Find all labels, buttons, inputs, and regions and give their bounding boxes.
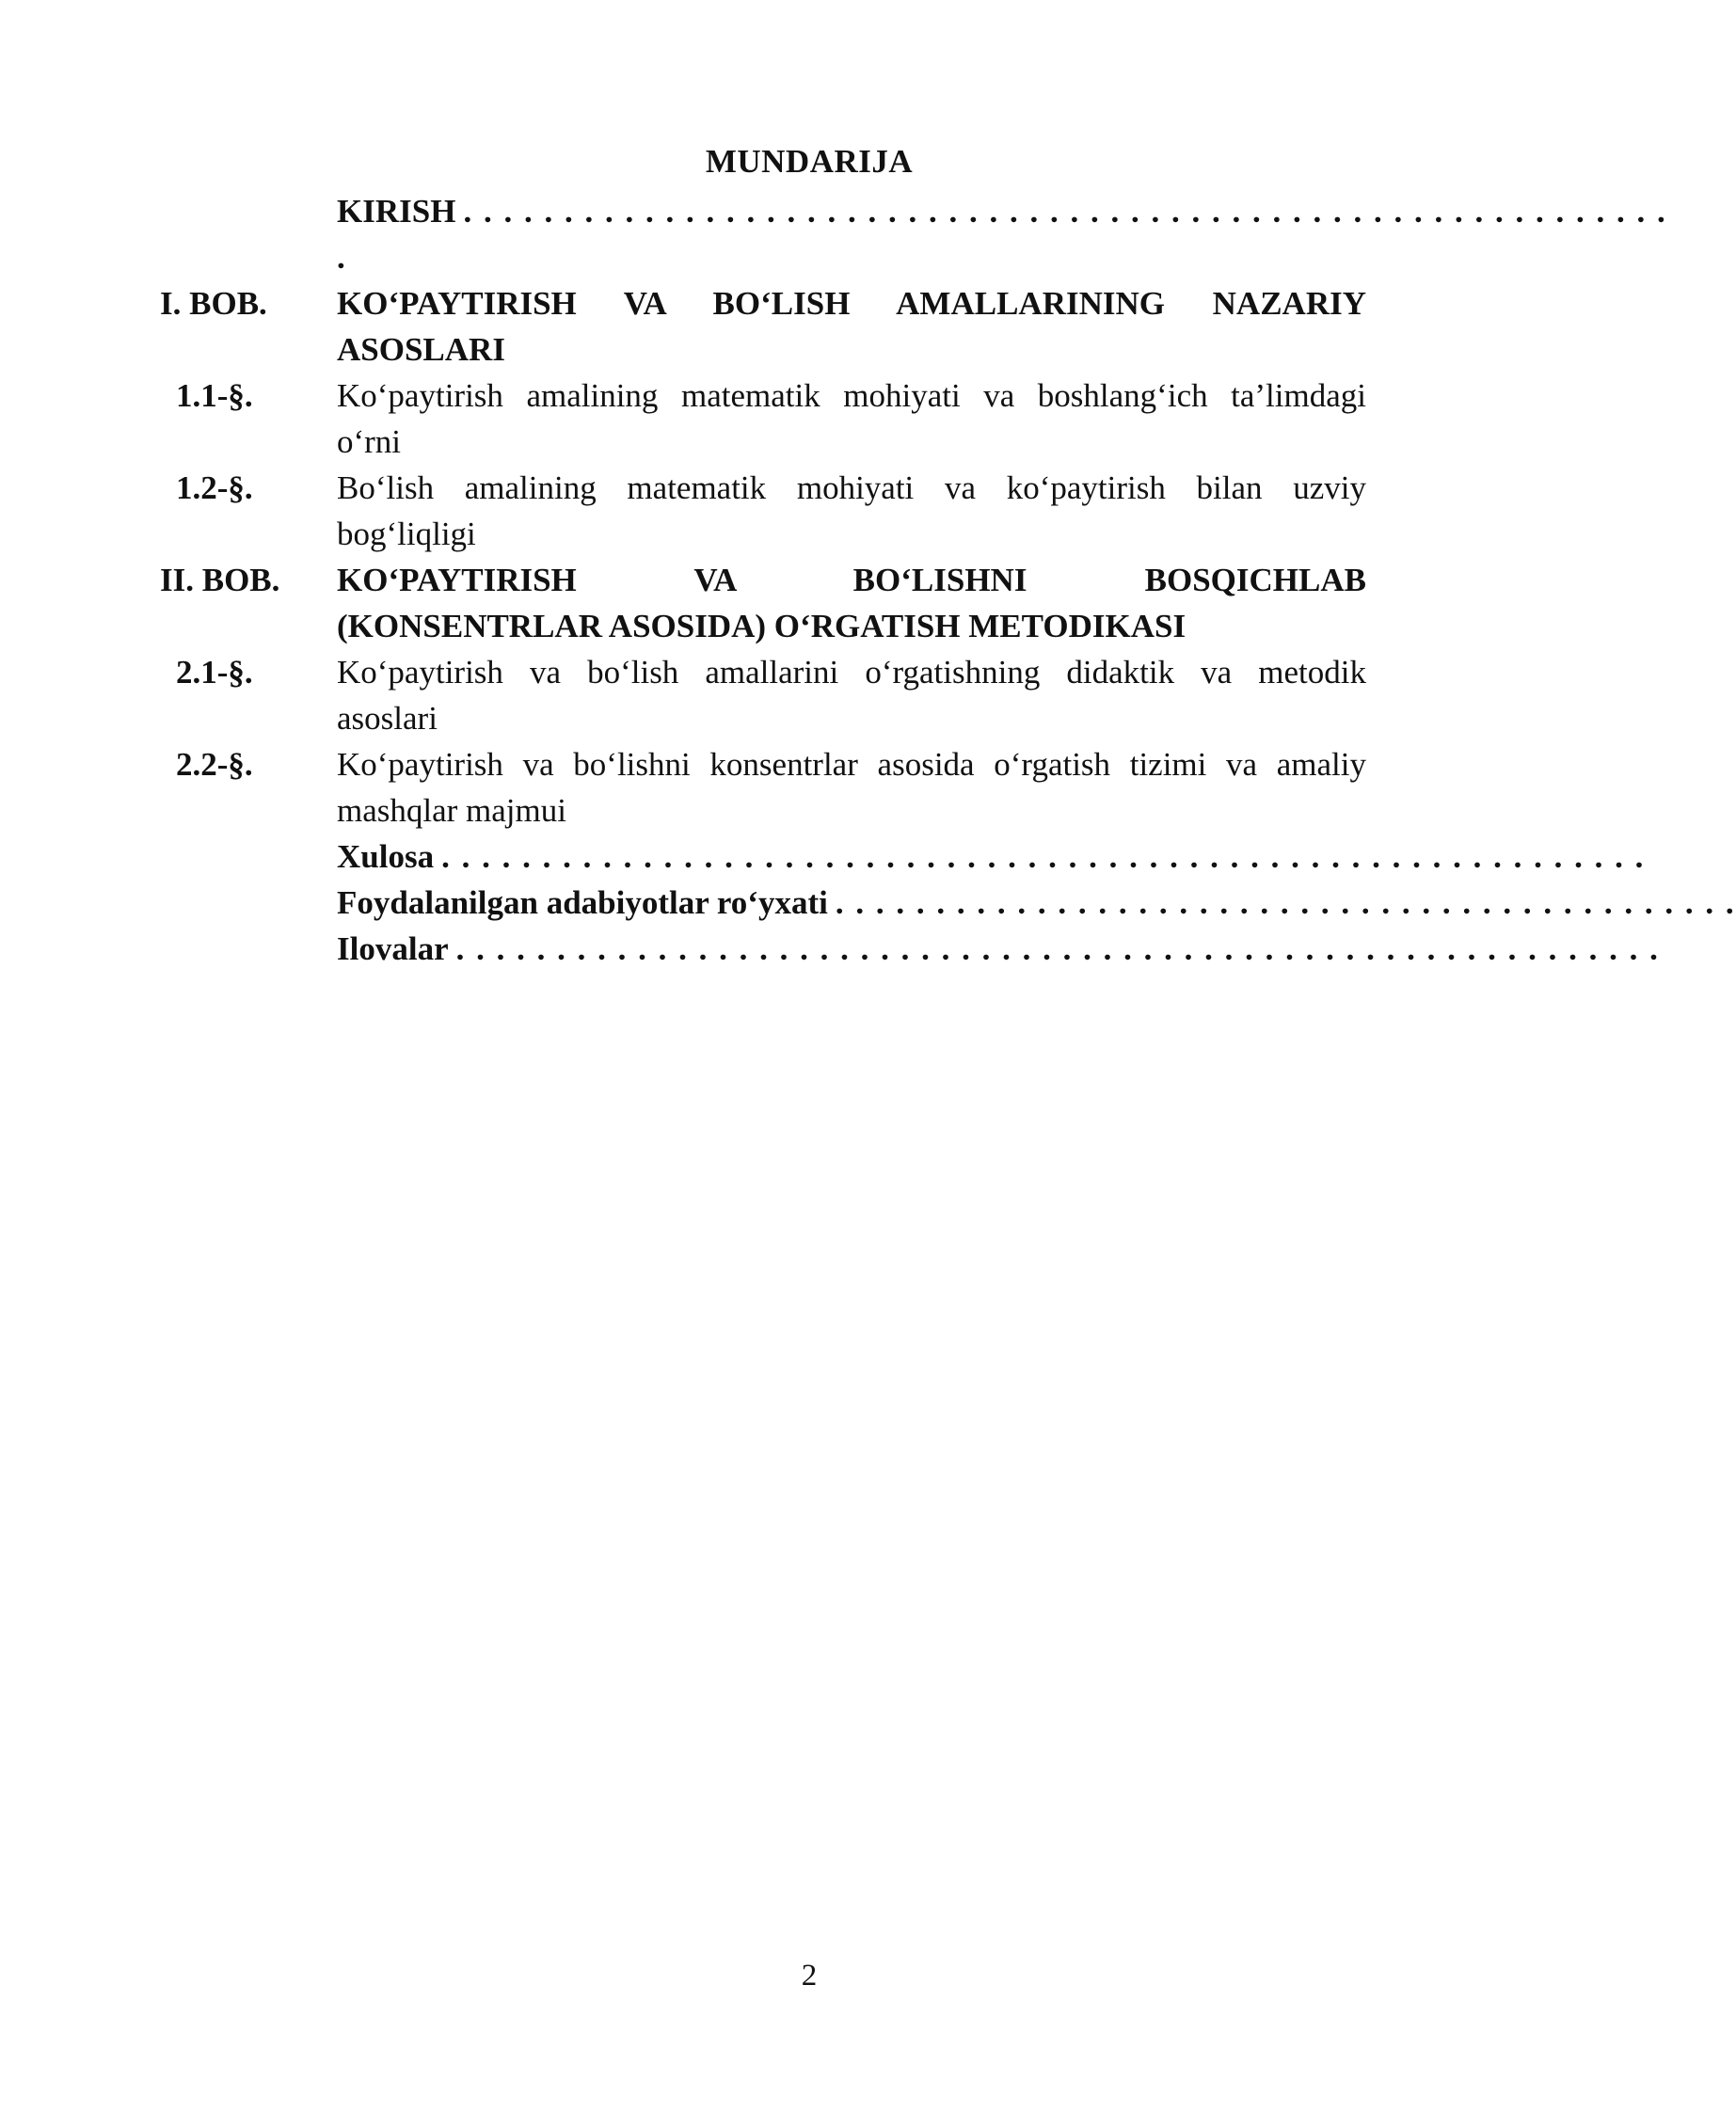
toc-entry-conclusion	[160, 834, 1646, 880]
toc-entry-appendix	[160, 926, 1660, 972]
toc-references-line	[337, 880, 1736, 926]
toc-conclusion-label: Xulosa	[337, 838, 435, 875]
toc-chapter-1-line-2: ASOSLARI	[337, 331, 505, 368]
toc-section-1-2-number: 1.2-§.	[176, 469, 253, 506]
toc-section-1-1-line-2: o‘rni	[337, 423, 402, 460]
toc-section-2-1-title	[337, 649, 1366, 741]
toc-appendix-dots: . . . . . . . . . . . . . . . . . . . . . . . . . . . . . . . . . . . . . . . . . . . . . . . . . . . . . . . . . . . .	[455, 930, 1660, 967]
toc-references-text	[337, 880, 1736, 926]
toc-chapter-2-line-1: KO‘PAYTIRISH VA BO‘LISHNI BOSQICHLAB	[337, 562, 1366, 598]
toc-section-1-1-title	[337, 373, 1366, 465]
toc-number-empty	[160, 834, 337, 880]
toc-conclusion-text	[337, 834, 1645, 880]
toc-section-2-2-number: 2.2-§.	[176, 746, 253, 783]
toc-conclusion-line	[337, 834, 1645, 880]
toc-chapter-2-title	[337, 557, 1366, 649]
toc-references-dots: . . . . . . . . . . . . . . . . . . . . . . . . . . . . . . . . . . . . . . . . . . . . .	[835, 884, 1736, 921]
toc-entry-chapter-2	[160, 557, 1366, 649]
toc-section-1-1-number: 1.1-§.	[176, 377, 253, 414]
toc-chapter-2-number: II. BOB.	[160, 562, 280, 598]
toc-entry-references	[160, 880, 1736, 926]
toc-entry-section-2-2	[160, 741, 1366, 834]
toc-section-2-1-line-2: asoslari	[337, 700, 438, 737]
toc-chapter-2-line-2: (KONSENTRLAR ASOSIDA) O‘RGATISH METODIKASI	[337, 608, 1187, 644]
toc-number-empty	[160, 880, 337, 926]
toc-appendix-line	[337, 926, 1660, 972]
toc-appendix-label: Ilovalar	[337, 930, 449, 967]
table-of-contents	[160, 188, 1736, 972]
toc-number-empty	[160, 188, 337, 280]
toc-section-2-2-line-1: Ko‘paytirish va bo‘lishni konsentrlar asosida o‘rgatish tizimi va amaliy	[337, 746, 1366, 783]
toc-section-2-1-line-1: Ko‘paytirish va bo‘lish amallarini o‘rgatishning didaktik va metodik	[337, 654, 1366, 691]
toc-conclusion-dots: . . . . . . . . . . . . . . . . . . . . . . . . . . . . . . . . . . . . . . . . . . . . . . . . . . . . . . . . . . . .	[441, 838, 1646, 875]
page-number: 2	[801, 1959, 818, 1993]
toc-intro-line	[337, 188, 1667, 234]
toc-section-1-2-title	[337, 465, 1366, 557]
toc-intro-wrap-dot: .	[337, 239, 345, 276]
toc-section-1-2-line-2: bog‘liqligi	[337, 516, 476, 552]
toc-appendix-text	[337, 926, 1660, 972]
toc-chapter-1-line-1: KO‘PAYTIRISH VA BO‘LISH AMALLARINING NAZARIY	[337, 285, 1366, 322]
toc-intro-label: KIRISH	[337, 193, 456, 230]
toc-entry-section-1-1	[160, 373, 1366, 465]
toc-entry-section-1-2	[160, 465, 1366, 557]
toc-entry-chapter-1	[160, 280, 1366, 373]
toc-chapter-1-title	[337, 280, 1366, 373]
toc-section-1-1-line-1: Ko‘paytirish amalining matematik mohiyati va boshlang‘ich ta’limdagi	[337, 377, 1366, 414]
toc-intro-dots: . . . . . . . . . . . . . . . . . . . . . . . . . . . . . . . . . . . . . . . . . . . . . . . . . . . . . . . . . . . .	[463, 193, 1667, 230]
toc-number-empty	[160, 926, 337, 972]
toc-section-1-2-line-1: Bo‘lish amalining matematik mohiyati va ko‘paytirish bilan uzviy	[337, 469, 1366, 506]
page-title: MUNDARIJA	[705, 143, 914, 180]
toc-section-2-2-line-2: mashqlar majmui	[337, 792, 566, 829]
toc-references-label: Foydalanilgan adabiyotlar ro‘yxati	[337, 884, 828, 921]
toc-entry-intro	[160, 188, 1667, 280]
toc-entry-section-2-1	[160, 649, 1366, 741]
toc-intro-text	[337, 188, 1667, 280]
toc-section-2-1-number: 2.1-§.	[176, 654, 253, 691]
toc-chapter-1-number: I. BOB.	[160, 285, 267, 322]
toc-section-2-2-title	[337, 741, 1366, 834]
